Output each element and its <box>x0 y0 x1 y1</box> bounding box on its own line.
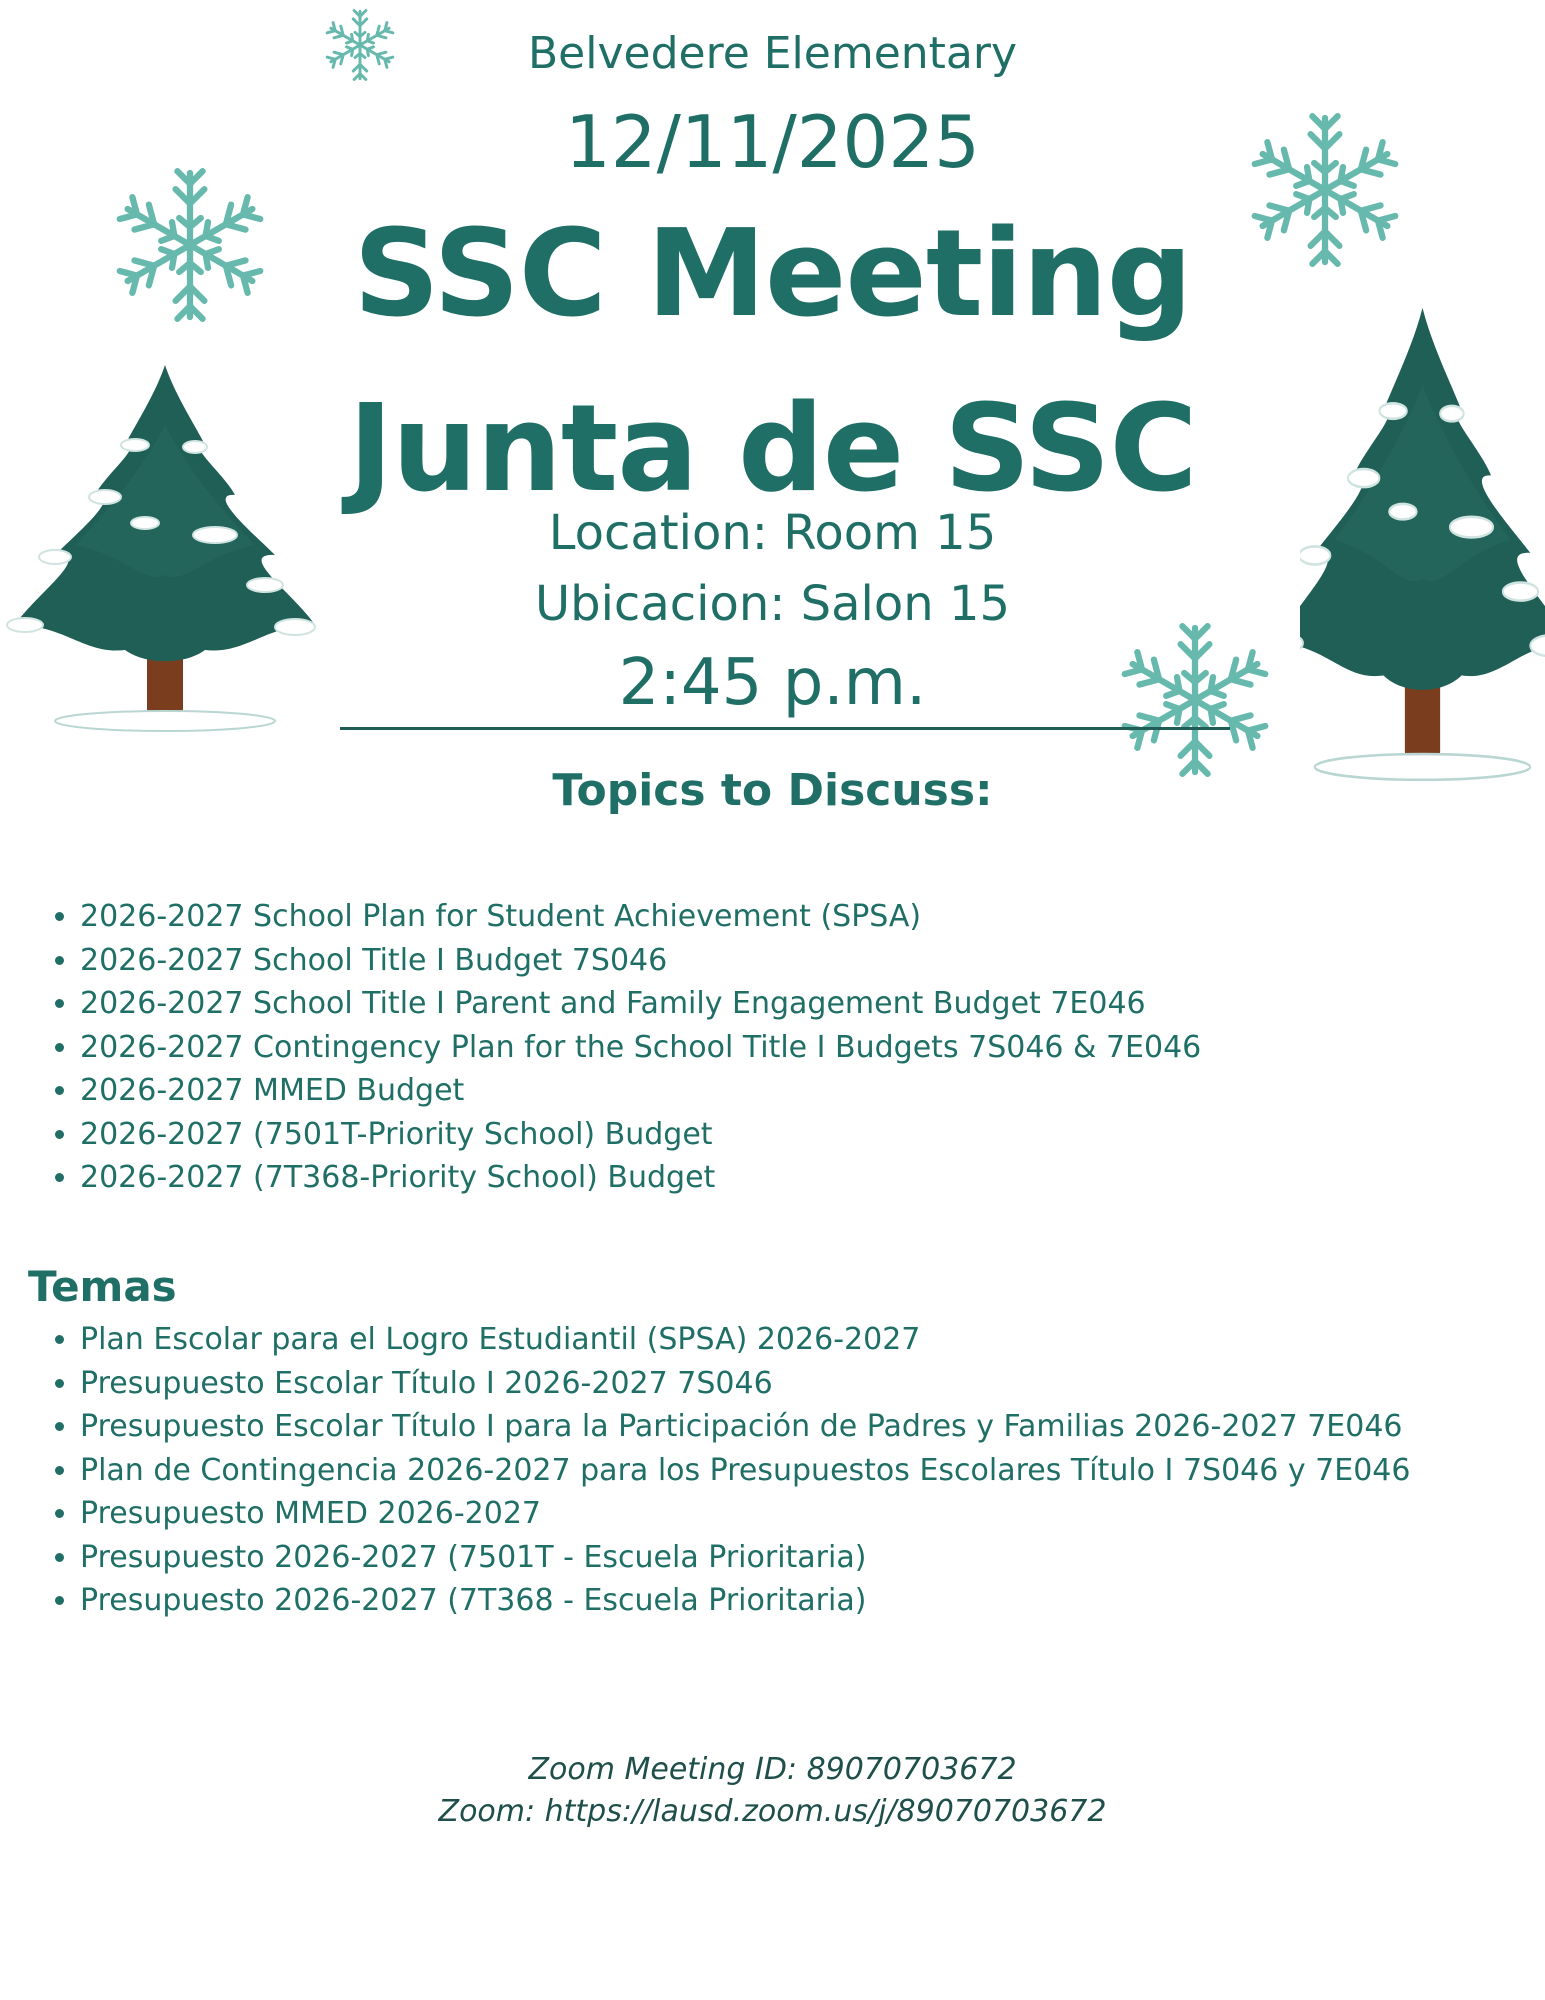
list-item: • 2026-2027 (7501T-Priority School) Budget <box>80 1113 1201 1157</box>
list-item: • Presupuesto Escolar Título I 2026-2027 7S046 <box>80 1362 1410 1406</box>
topics-list-spanish <box>52 1318 1410 1623</box>
topics-heading: Topics to Discuss: <box>552 765 993 816</box>
list-item: • 2026-2027 School Title I Parent and Family Engagement Budget 7E046 <box>80 982 1201 1026</box>
divider <box>340 727 1230 730</box>
location-english: Location: Room 15 <box>548 505 997 561</box>
topics-list-english <box>52 895 1201 1200</box>
school-name: Belvedere Elementary <box>527 28 1018 79</box>
list-item: • 2026-2027 Contingency Plan for the School Title I Budgets 7S046 & 7E046 <box>80 1026 1201 1070</box>
list-item: • Plan Escolar para el Logro Estudiantil (SPSA) 2026-2027 <box>80 1318 1410 1362</box>
list-item: • Presupuesto 2026-2027 (7501T - Escuela Prioritaria) <box>80 1536 1410 1580</box>
list-item: • Presupuesto Escolar Título I para la Participación de Padres y Familias 2026-2027 7E046 <box>80 1405 1410 1449</box>
list-item: • Presupuesto 2026-2027 (7T368 - Escuela Prioritaria) <box>80 1579 1410 1623</box>
page-title-spanish: Junta de SSC <box>348 380 1197 519</box>
temas-heading: Temas <box>28 1262 177 1311</box>
location-spanish: Ubicacion: Salon 15 <box>534 576 1011 632</box>
zoom-meeting-id: Zoom Meeting ID: 89070703672 <box>528 1752 1017 1787</box>
zoom-link[interactable]: Zoom: https://lausd.zoom.us/j/89070703672 <box>438 1794 1107 1829</box>
list-item: • 2026-2027 (7T368-Priority School) Budget <box>80 1156 1201 1200</box>
list-item: • 2026-2027 School Title I Budget 7S046 <box>80 939 1201 983</box>
list-item: • Plan de Contingencia 2026-2027 para los Presupuestos Escolares Título I 7S046 y 7E046 <box>80 1449 1410 1493</box>
list-item: • Presupuesto MMED 2026-2027 <box>80 1492 1410 1536</box>
list-item: • 2026-2027 MMED Budget <box>80 1069 1201 1113</box>
list-item: • 2026-2027 School Plan for Student Achievement (SPSA) <box>80 895 1201 939</box>
meeting-time: 2:45 p.m. <box>618 646 927 720</box>
page-title: SSC Meeting <box>353 205 1192 344</box>
meeting-date: 12/11/2025 <box>565 100 980 184</box>
